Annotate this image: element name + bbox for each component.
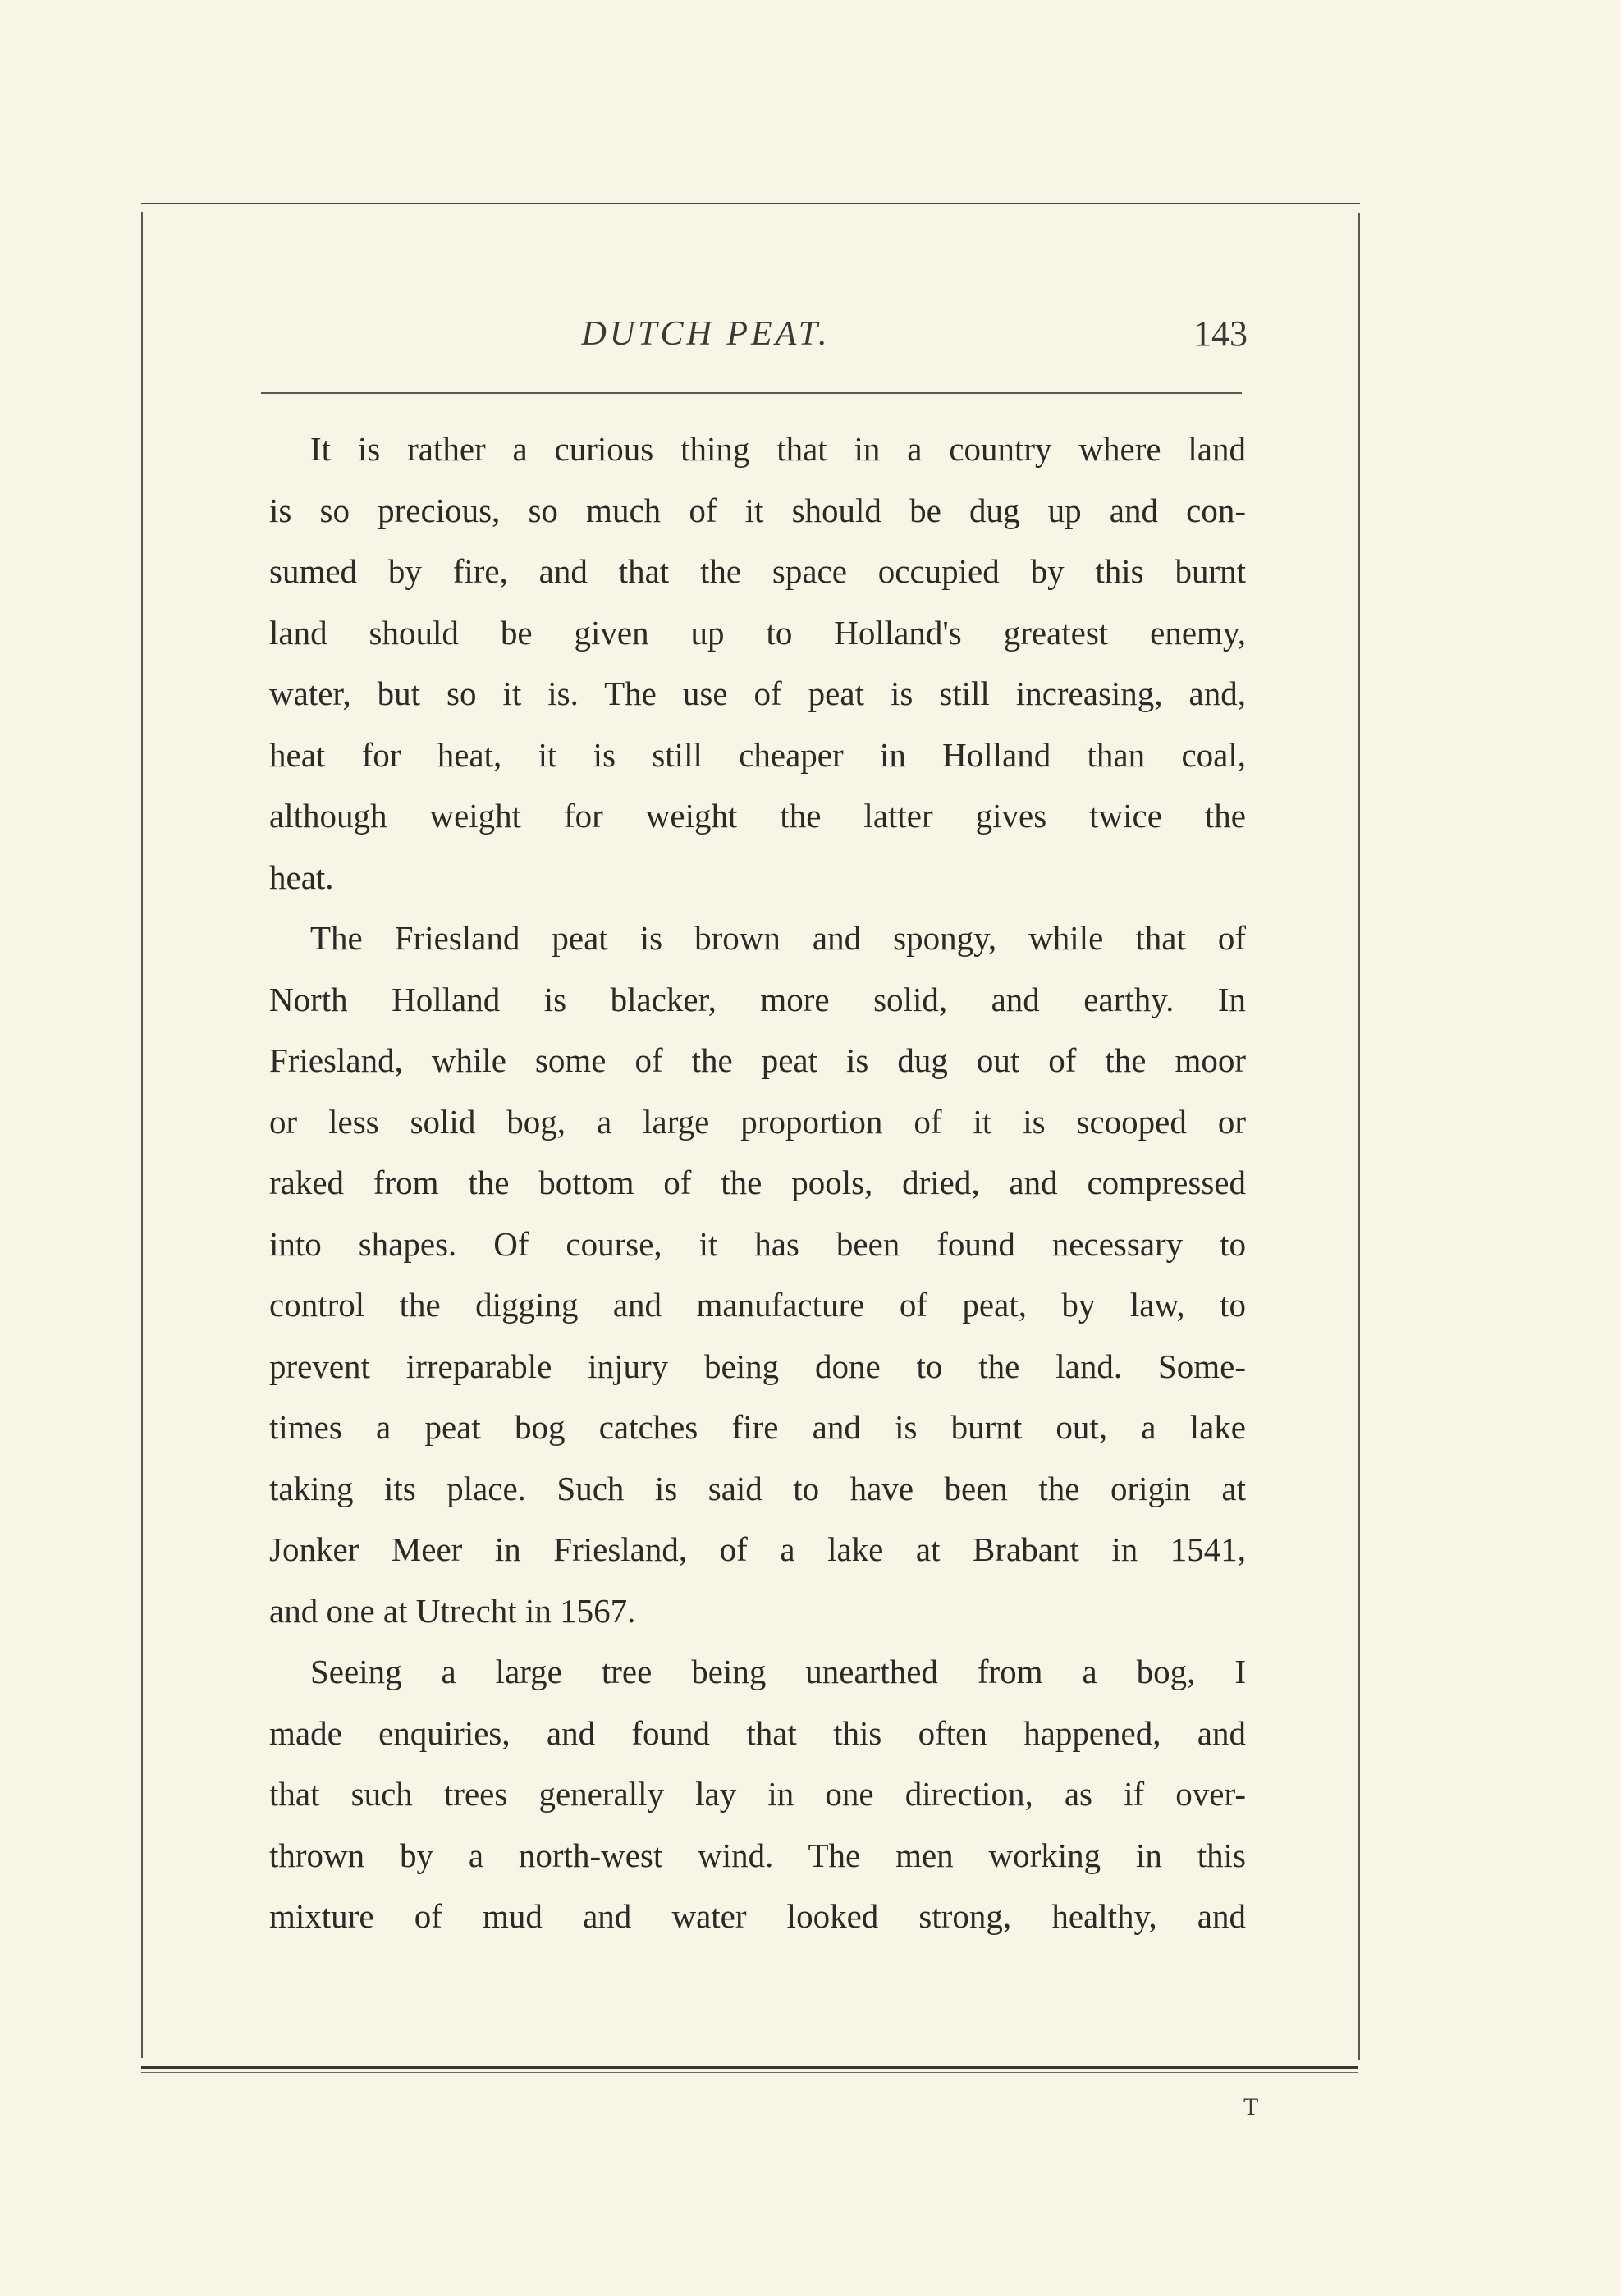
frame-right-rule (1358, 213, 1360, 2060)
frame-bottom-rule (141, 2066, 1358, 2069)
text-line: heat. (269, 858, 334, 896)
frame-bottom-rule-thin (141, 2072, 1358, 2073)
frame-left-rule (141, 212, 143, 2058)
header-rule (261, 392, 1242, 394)
text-line: into shapes. Of course, it has been found necessary to (269, 1224, 1246, 1263)
running-title: DUTCH PEAT. (581, 315, 831, 353)
text-line: Seeing a large tree being unearthed from a bog, I (310, 1653, 1246, 1690)
text-line: control the digging and manufacture of peat, by law, to (269, 1286, 1246, 1324)
text-line: taking its place. Such is said to have been the origin at (269, 1469, 1246, 1507)
text-line: The Friesland peat is brown and spongy, while that of (310, 919, 1246, 957)
text-line: although weight for weight the latter gives twice the (269, 797, 1246, 835)
text-line: made enquiries, and found that this often happened, and (269, 1713, 1246, 1752)
text-line: mixture of mud and water looked strong, healthy, and (269, 1897, 1246, 1935)
text-line: Friesland, while some of the peat is dug out of the moor (269, 1041, 1246, 1079)
paragraph-2 (269, 908, 1246, 1641)
paragraph-1 (269, 418, 1246, 908)
text-line: is so precious, so much of it should be dug up and con- (269, 491, 1246, 529)
body-text (269, 418, 1246, 1947)
text-line: thrown by a north-west wind. The men working in this (269, 1836, 1246, 1874)
text-line: and one at Utrecht in 1567. (269, 1591, 636, 1630)
text-line: sumed by fire, and that the space occupied by this burnt (269, 552, 1246, 590)
signature-mark: T (1243, 2093, 1259, 2120)
page-number: 143 (1193, 313, 1248, 354)
text-line: Jonker Meer in Friesland, of a lake at Brabant in 1541, (269, 1530, 1246, 1568)
text-line: land should be given up to Holland's greatest enemy, (269, 613, 1246, 652)
text-line: times a peat bog catches fire and is burnt out, a lake (269, 1408, 1246, 1446)
text-line: or less solid bog, a large proportion of it is scooped or (269, 1102, 1246, 1141)
text-line: heat for heat, it is still cheaper in Holland than coal, (269, 735, 1246, 774)
text-line: water, but so it is. The use of peat is still increasing, and, (269, 675, 1246, 712)
frame-top-rule (141, 203, 1360, 204)
text-line: raked from the bottom of the pools, dried, and compressed (269, 1164, 1246, 1201)
text-line: that such trees generally lay in one direction, as if over- (269, 1775, 1246, 1813)
text-line: prevent irreparable injury being done to the land. Some- (269, 1347, 1246, 1385)
text-line: It is rather a curious thing that in a country where land (310, 430, 1246, 468)
paragraph-3 (269, 1641, 1246, 1947)
text-line: North Holland is blacker, more solid, and earthy. In (269, 980, 1246, 1018)
running-head (271, 305, 1248, 363)
